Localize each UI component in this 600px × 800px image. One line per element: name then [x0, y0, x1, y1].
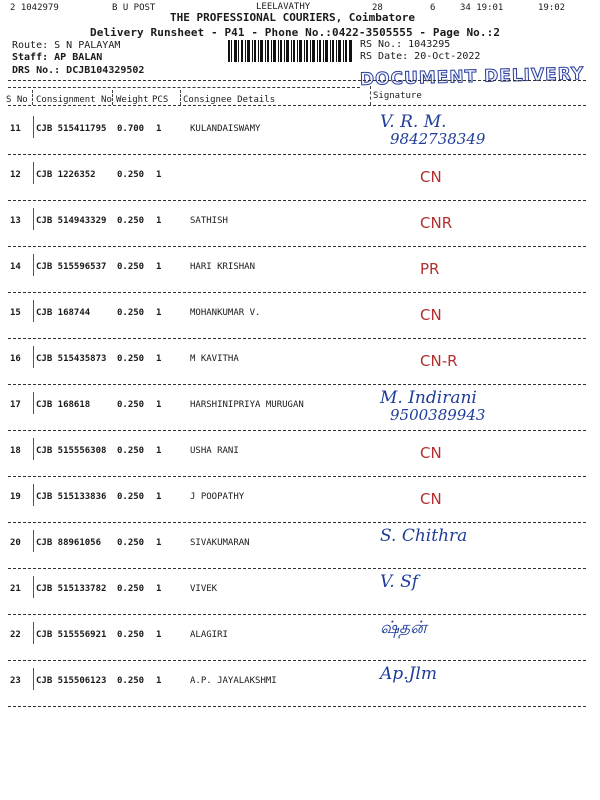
header-rule: [32, 90, 33, 105]
row-tick: [33, 668, 34, 690]
row-sno: 21: [10, 584, 21, 594]
row-consignee: J POOPATHY: [190, 492, 245, 502]
row-weight: 0.250: [117, 400, 145, 410]
row-signature: CN: [420, 168, 442, 186]
row-pcs: 1: [156, 400, 162, 410]
row-weight: 0.250: [117, 308, 145, 318]
row-sno: 16: [10, 354, 21, 364]
document-delivery-stamp: DOCUMENT DELIVERY: [359, 64, 585, 90]
row-signature: CNR: [420, 214, 453, 232]
row-signature: ஷ்தன்: [380, 618, 427, 638]
row-weight: 0.250: [117, 584, 145, 594]
row-consignment-no: CJB 515411795: [36, 124, 107, 134]
row-consignee: ALAGIRI: [190, 630, 228, 640]
header-count: 28: [372, 3, 383, 13]
row-tick: [33, 438, 34, 460]
row-tick: [33, 300, 34, 322]
row-consignee: HARI KRISHAN: [190, 262, 256, 272]
row-pcs: 1: [156, 538, 162, 548]
row-weight: 0.250: [117, 216, 145, 226]
row-pcs: 1: [156, 584, 162, 594]
row-sno: 11: [10, 124, 21, 134]
col-consignment: Consignment No: [36, 95, 112, 105]
row-pcs: 1: [156, 492, 162, 502]
header-staff-name: LEELAVATHY: [256, 2, 311, 12]
row-consignee: VIVEK: [190, 584, 218, 594]
row-consignment-no: CJB 515556921: [36, 630, 107, 640]
header-rule: [180, 90, 181, 105]
row-consignment-no: CJB 515133836: [36, 492, 107, 502]
row-sno: 18: [10, 446, 21, 456]
company-title: THE PROFESSIONAL COURIERS, Coimbatore: [170, 11, 416, 24]
row-signature: PR: [420, 260, 440, 278]
header-post: B U POST: [112, 3, 156, 13]
row-tick: [33, 392, 34, 414]
header-bottom-divider: [8, 105, 586, 106]
barcode-image: [228, 40, 352, 62]
row-tick: [33, 530, 34, 552]
row-sno: 15: [10, 308, 21, 318]
row-sno: 13: [10, 216, 21, 226]
row-tick: [33, 622, 34, 644]
rs-date: RS Date: 20-Oct-2022: [360, 51, 481, 62]
row-divider: [8, 614, 586, 615]
row-divider: [8, 384, 586, 385]
header-divider-2: [8, 87, 360, 88]
row-weight: 0.700: [117, 124, 145, 134]
row-divider: [8, 660, 586, 661]
row-divider: [8, 246, 586, 247]
row-weight: 0.250: [117, 170, 145, 180]
col-signature: Signature: [373, 91, 422, 101]
rs-number: RS No.: 1043295: [360, 39, 451, 50]
row-consignment-no: CJB 168618: [36, 400, 91, 410]
header-rule: [370, 86, 371, 105]
row-weight: 0.250: [117, 354, 145, 364]
row-tick: [33, 116, 34, 138]
header-serial: 2 1042979: [10, 3, 59, 13]
row-divider: [8, 338, 586, 339]
row-pcs: 1: [156, 170, 162, 180]
row-signature: S. Chithra: [380, 526, 468, 546]
row-signature: CN: [420, 490, 442, 508]
row-weight: 0.250: [117, 492, 145, 502]
row-consignment-no: CJB 514943329: [36, 216, 107, 226]
row-signature: Ap.Jlm: [380, 664, 437, 684]
row-tick: [33, 208, 34, 230]
row-consignment-no: CJB 515435873: [36, 354, 107, 364]
row-pcs: 1: [156, 262, 162, 272]
row-pcs: 1: [156, 124, 162, 134]
row-consignee: A.P. JAYALAKSHMI: [190, 676, 277, 686]
row-consignment-no: CJB 515133782: [36, 584, 107, 594]
col-sno: S No: [6, 95, 28, 105]
row-consignee: M KAVITHA: [190, 354, 239, 364]
row-consignee: HARSHINIPRIYA MURUGAN: [190, 400, 304, 410]
row-consignee: SIVAKUMARAN: [190, 538, 250, 548]
row-signature: CN-R: [420, 352, 458, 370]
row-signature: CN: [420, 444, 442, 462]
row-pcs: 1: [156, 676, 162, 686]
row-divider: [8, 522, 586, 523]
row-tick: [33, 254, 34, 276]
row-signature: V. Sf: [380, 572, 419, 592]
row-pcs: 1: [156, 630, 162, 640]
row-divider: [8, 476, 586, 477]
row-sno: 14: [10, 262, 21, 272]
row-divider: [8, 154, 586, 155]
row-tick: [33, 576, 34, 598]
row-pcs: 1: [156, 446, 162, 456]
row-divider: [8, 430, 586, 431]
row-divider: [8, 292, 586, 293]
row-consignment-no: CJB 515506123: [36, 676, 107, 686]
row-weight: 0.250: [117, 676, 145, 686]
row-pcs: 1: [156, 308, 162, 318]
row-signature-phone: 9842738349: [390, 130, 486, 148]
drs-label: DRS No.: DCJB104329502: [12, 65, 145, 76]
row-consignment-no: CJB 515596537: [36, 262, 107, 272]
row-consignment-no: CJB 1226352: [36, 170, 96, 180]
row-consignee: KULANDAISWAMY: [190, 124, 261, 134]
header-time: 34 19:01: [460, 3, 504, 13]
row-signature-phone: 9500389943: [390, 406, 486, 424]
row-sno: 19: [10, 492, 21, 502]
row-weight: 0.250: [117, 262, 145, 272]
row-consignment-no: CJB 168744: [36, 308, 91, 318]
row-tick: [33, 346, 34, 368]
row-divider: [8, 706, 586, 707]
row-sno: 12: [10, 170, 21, 180]
staff-label: Staff: AP BALAN: [12, 52, 103, 63]
header-divider: [8, 80, 586, 81]
header-rule: [112, 90, 113, 105]
row-sno: 17: [10, 400, 21, 410]
row-consignment-no: CJB 515556308: [36, 446, 107, 456]
row-divider: [8, 200, 586, 201]
header-time-right: 19:02: [538, 3, 566, 13]
row-weight: 0.250: [117, 538, 145, 548]
row-consignee: SATHISH: [190, 216, 228, 226]
row-tick: [33, 484, 34, 506]
row-consignee: USHA RANI: [190, 446, 239, 456]
row-signature: V. R. M.: [380, 112, 447, 132]
row-divider: [8, 568, 586, 569]
row-tick: [33, 162, 34, 184]
row-weight: 0.250: [117, 446, 145, 456]
row-pcs: 1: [156, 216, 162, 226]
row-pcs: 1: [156, 354, 162, 364]
col-consignee: Consignee Details: [183, 95, 276, 105]
row-sno: 22: [10, 630, 21, 640]
row-sno: 23: [10, 676, 21, 686]
row-sno: 20: [10, 538, 21, 548]
route-label: Route: S N PALAYAM: [12, 40, 121, 51]
row-consignment-no: CJB 88961056: [36, 538, 102, 548]
row-signature: CN: [420, 306, 442, 324]
col-weight: Weight: [116, 95, 149, 105]
row-weight: 0.250: [117, 630, 145, 640]
header-count2: 6: [430, 3, 436, 13]
row-signature: M. Indirani: [380, 388, 477, 408]
runsheet-title: Delivery Runsheet - P41 - Phone No.:0422-3505555 - Page No.:2: [90, 26, 501, 39]
row-consignee: MOHANKUMAR V.: [190, 308, 261, 318]
col-pcs: PCS: [152, 95, 169, 105]
